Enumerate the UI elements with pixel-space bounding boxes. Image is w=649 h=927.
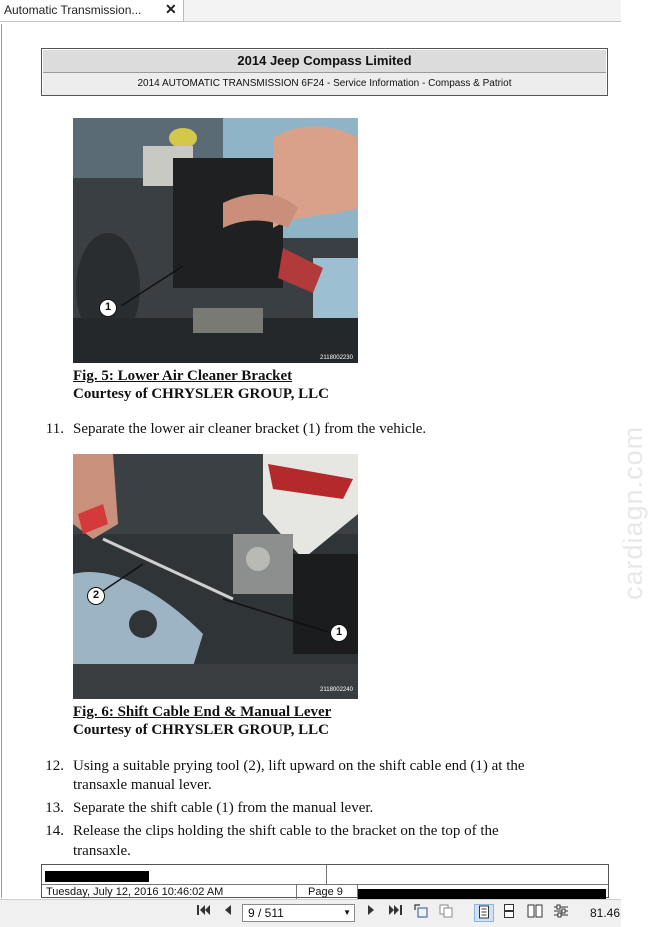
footer-redaction [358, 889, 606, 899]
step-text: Release the clips holding the shift cable to the bracket on the top of the [73, 823, 499, 839]
figure-6-image [73, 454, 358, 699]
first-page-icon[interactable] [194, 904, 214, 922]
previous-page-icon[interactable] [218, 904, 238, 922]
tab-bar [0, 0, 621, 22]
step-number: 13. [45, 800, 64, 816]
single-page-icon[interactable] [474, 904, 494, 922]
step-text: Separate the lower air cleaner bracket (1) from the vehicle. [73, 421, 427, 437]
chevron-down-icon[interactable]: ▼ [343, 908, 351, 917]
last-page-icon[interactable] [385, 904, 405, 922]
page-footer [41, 864, 609, 898]
figure-5-caption-title: Fig. 5: Lower Air Cleaner Bracket [73, 368, 293, 384]
figure-6-image-code: 2118002240 [320, 687, 353, 693]
continuous-icon[interactable] [499, 904, 519, 922]
figure-6-callout-1: 1 [330, 624, 348, 642]
document-header [41, 48, 608, 96]
copy-icon[interactable] [436, 904, 456, 922]
section-subtitle: 2014 AUTOMATIC TRANSMISSION 6F24 - Service Information - Compass & Patriot [43, 73, 606, 95]
step-number: 12. [45, 758, 64, 774]
step-text: Using a suitable prying tool (2), lift upward on the shift cable end (1) at the [73, 758, 525, 774]
figure-5-callout-1: 1 [99, 299, 117, 317]
next-page-icon[interactable] [361, 904, 381, 922]
figure-6-caption-credit: Courtesy of CHRYSLER GROUP, LLC [73, 722, 330, 738]
step-text-continued: transaxle. [73, 843, 131, 859]
footer-divider [326, 865, 327, 885]
step-number: 11. [45, 421, 64, 437]
figure-5-image [73, 118, 358, 363]
figure-5-image-code: 2118002230 [320, 355, 353, 361]
page-number-input[interactable]: 9 / 511 ▼ [242, 904, 355, 922]
figure-6-caption-title: Fig. 6: Shift Cable End & Manual Lever [73, 704, 332, 720]
close-icon[interactable]: ✕ [165, 1, 177, 17]
figure-5-caption-credit: Courtesy of CHRYSLER GROUP, LLC [73, 386, 330, 402]
step-number: 14. [45, 823, 64, 839]
watermark: cardiagn.com [618, 425, 648, 600]
footer-redaction [45, 871, 149, 882]
rotate-icon[interactable] [411, 904, 431, 922]
step-text-continued: transaxle manual lever. [73, 777, 212, 793]
footer-date: Tuesday, July 12, 2016 10:46:02 AM [46, 886, 224, 898]
page-edge [1, 24, 2, 898]
vehicle-title: 2014 Jeep Compass Limited [43, 50, 606, 73]
figure-6-callout-2: 2 [87, 587, 105, 605]
zoom-level[interactable]: 81.46 [590, 906, 621, 920]
tab-title: Automatic Transmission... [4, 3, 142, 17]
settings-icon[interactable] [551, 904, 571, 922]
footer-page-number: Page 9 [308, 886, 343, 898]
viewer-toolbar [0, 899, 621, 927]
step-text: Separate the shift cable (1) from the manual lever. [73, 800, 374, 816]
two-page-icon[interactable] [525, 904, 545, 922]
document-tab[interactable] [0, 0, 184, 21]
